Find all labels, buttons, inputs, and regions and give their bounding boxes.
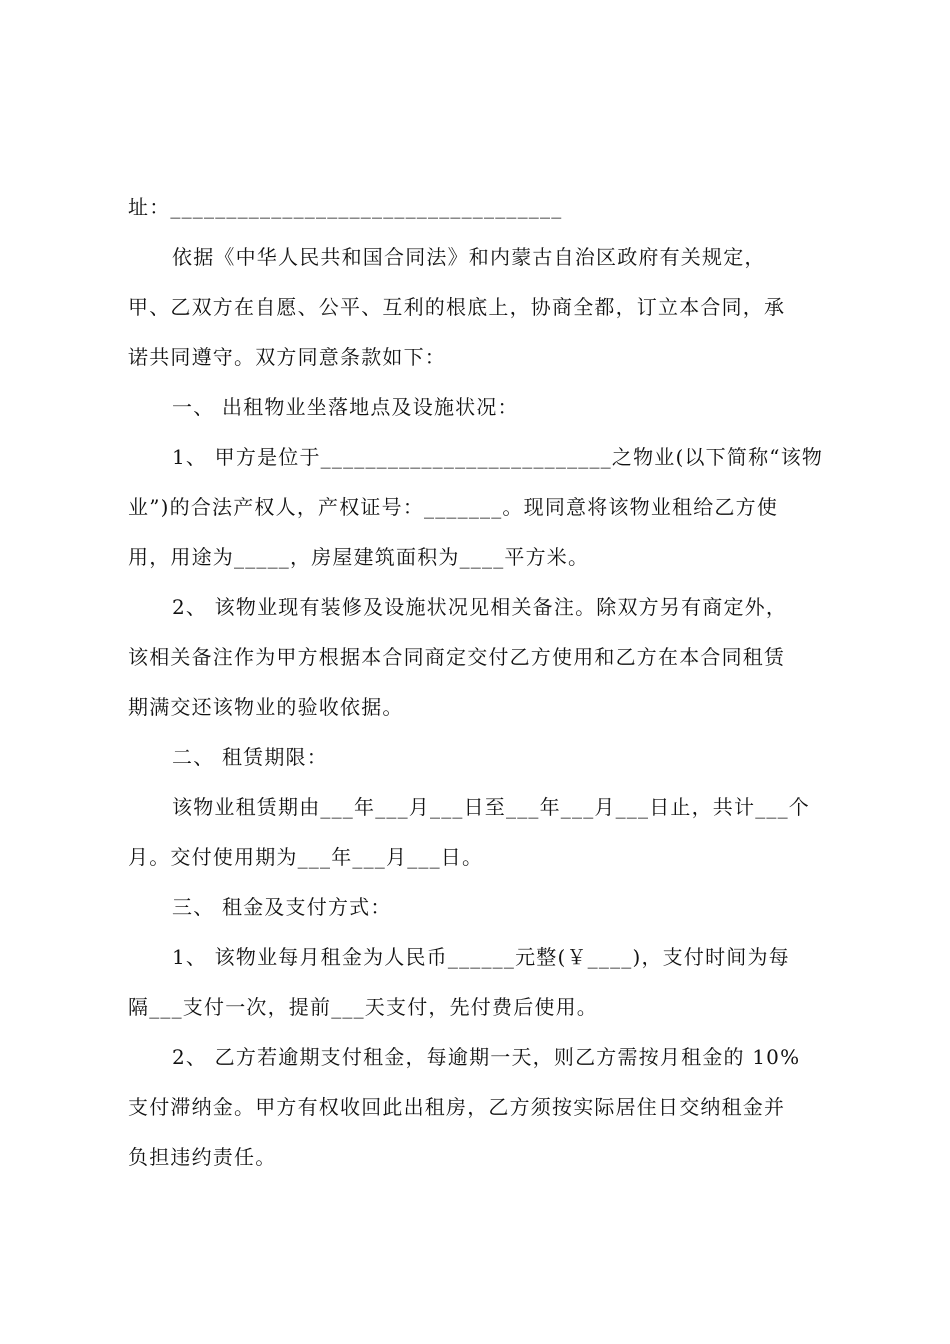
clause-3-2-line-3: 负担违约责任。	[128, 1145, 277, 1169]
term-line-2: 月。交付使用期为___年___月___日。	[128, 845, 484, 869]
clause-3-2-line-2: 支付滞纳金。甲方有权收回此出租房，乙方须按实际居住日交纳租金并	[128, 1095, 786, 1119]
clause-3-1-line-1: 1、 该物业每月租金为人民币______元整(￥____)，支付时间为每	[172, 945, 790, 969]
section-heading-1: 一、 出租物业坐落地点及设施状况：	[172, 395, 519, 419]
clause-3-2-line-1: 2、 乙方若逾期支付租金，每逾期一天，则乙方需按月租金的 10%	[172, 1045, 801, 1069]
preamble-line-3: 诺共同遵守。双方同意条款如下：	[128, 345, 446, 369]
clause-1-1-line-1: 1、 甲方是位于__________________________之物业(以下简称“该物	[172, 445, 824, 469]
clause-1-2-line-1: 2、 该物业现有装修及设施状况见相关备注。除双方另有商定外，	[172, 595, 788, 619]
preamble-line-2: 甲、乙双方在自愿、公平、互利的根底上，协商全都，订立本合同，承	[128, 295, 786, 319]
term-line-1: 该物业租赁期由___年___月___日至___年___月___日止，共计___个	[172, 795, 810, 819]
clause-1-2-line-2: 该相关备注作为甲方根据本合同商定交付乙方使用和乙方在本合同租赁	[128, 645, 786, 669]
address-line: 址：___________________________________	[128, 195, 563, 219]
section-heading-3: 三、 租金及支付方式：	[172, 895, 392, 919]
clause-1-1-line-3: 用，用途为_____，房屋建筑面积为____平方米。	[128, 545, 590, 569]
clause-3-1-line-2: 隔___支付一次，提前___天支付，先付费后使用。	[128, 995, 598, 1019]
section-heading-2: 二、 租赁期限：	[172, 745, 328, 769]
clause-1-2-line-3: 期满交还该物业的验收依据。	[128, 695, 404, 719]
preamble-line-1: 依据《中华人民共和国合同法》和内蒙古自治区政府有关规定，	[172, 245, 766, 269]
clause-1-1-line-2: 业”)的合法产权人，产权证号：_______。现同意将该物业租给乙方使	[128, 495, 779, 519]
